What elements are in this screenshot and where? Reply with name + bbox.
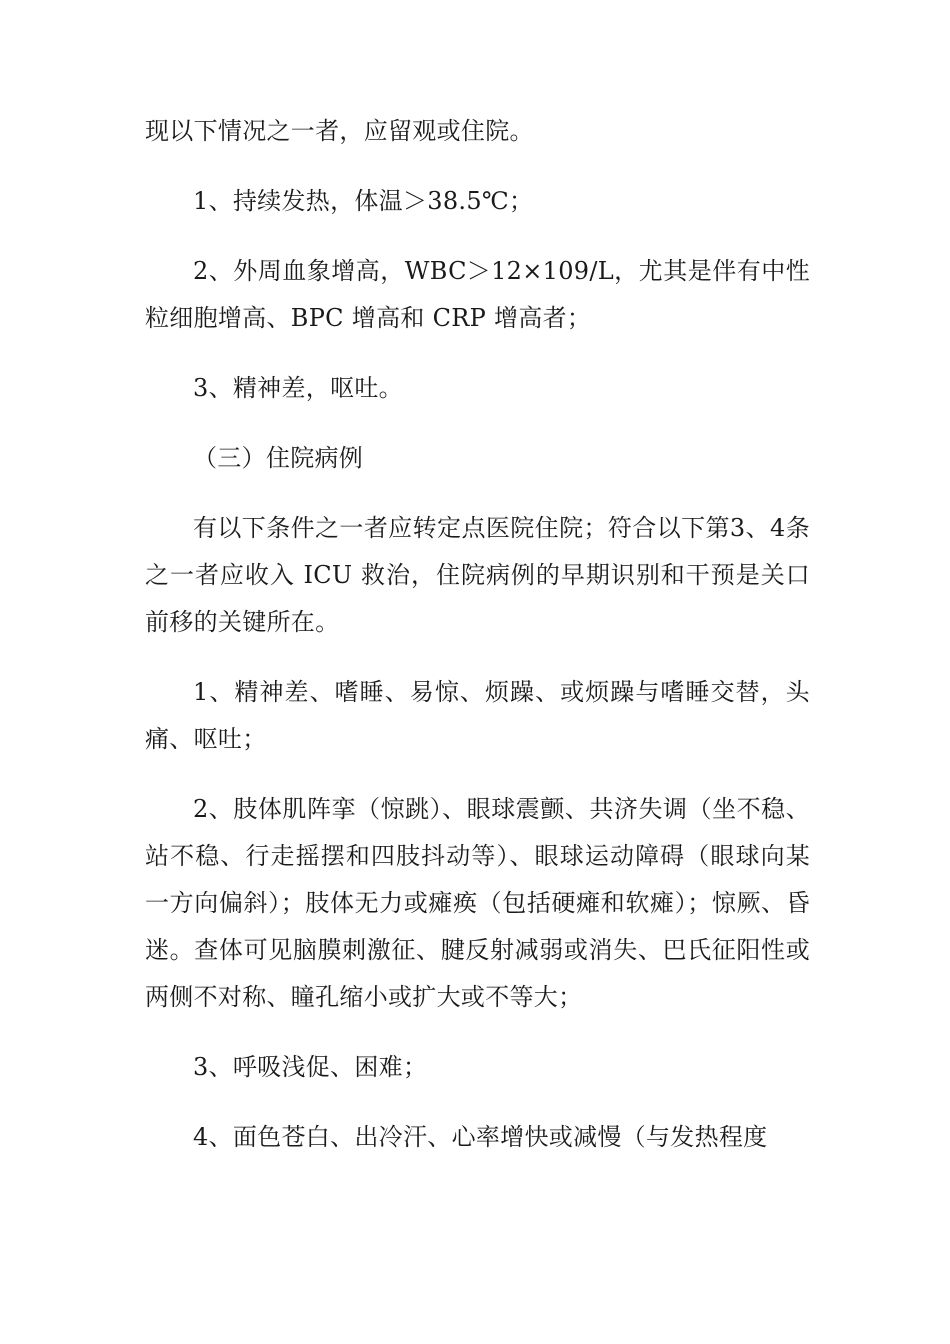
- paragraph: 2、外周血象增高，WBC＞12×109/L，尤其是伴有中性粒细胞增高、BPC 增高和 CRP 增高者；: [145, 257, 810, 332]
- paragraph: 3、呼吸浅促、困难；: [193, 1053, 428, 1081]
- paragraph: 4、面色苍白、出冷汗、心率增快或减慢（与发热程度: [193, 1123, 768, 1151]
- paragraph: 现以下情况之一者，应留观或住院。: [145, 117, 534, 145]
- paragraph: 1、精神差、嗜睡、易惊、烦躁、或烦躁与嗜睡交替，头痛、呕吐；: [145, 678, 810, 753]
- paragraph: 3、精神差，呕吐。: [193, 374, 403, 402]
- document-page: [145, 108, 810, 1184]
- paragraph: 2、肢体肌阵挛（惊跳）、眼球震颤、共济失调（坐不稳、站不稳、行走摇摆和四肢抖动等）、眼球运动障碍（眼球向某一方向偏斜）；肢体无力或瘫痪（包括硬瘫和软瘫）；惊厥、昏迷。查体可见脑膜刺激征、腱反射减弱或消失、巴氏征阳性或两侧不对称、瞳孔缩小或扩大或不等大；: [145, 795, 810, 1011]
- paragraph: 1、持续发热，体温＞38.5℃；: [193, 187, 534, 215]
- section-heading: （三）住院病例: [193, 444, 364, 472]
- paragraph: 有以下条件之一者应转定点医院住院；符合以下第3、4条之一者应收入 ICU 救治，住院病例的早期识别和干预是关口前移的关键所在。: [145, 514, 810, 636]
